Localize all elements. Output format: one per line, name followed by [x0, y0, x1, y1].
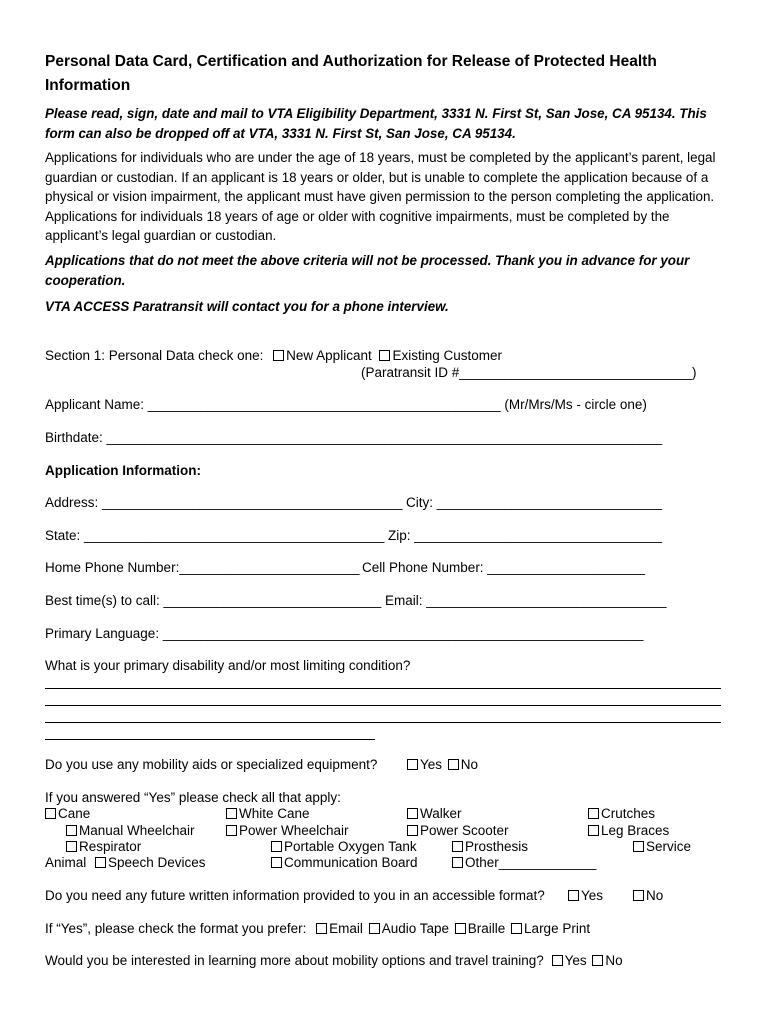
- accessible-yes-label: Yes: [581, 888, 604, 903]
- mobility-yes-label: Yes: [420, 757, 443, 772]
- primary-language-field[interactable]: Primary Language: ________________________________________________________________: [45, 626, 644, 641]
- address-field[interactable]: Address: ________________________________________: [45, 495, 403, 510]
- aid-cane: [45, 806, 90, 821]
- mobility-question: Do you use any mobility aids or specialized equipment?: [45, 757, 378, 772]
- disability-question: What is your primary disability and/or most limiting condition?: [45, 658, 411, 673]
- aid-prosthesis: [452, 839, 528, 854]
- page-title: Personal Data Card, Certification and Authorization for Release of Protected Health Information: [45, 53, 657, 94]
- service-label: Service: [646, 839, 692, 854]
- disability-answer-line-4[interactable]: [45, 739, 375, 740]
- phone-interview-note: VTA ACCESS Paratransit will contact you for a phone interview.: [45, 299, 449, 314]
- aid-portable-oxygen: [271, 839, 417, 854]
- paratransit-id-field[interactable]: (Paratransit ID #_______________________________): [361, 365, 697, 380]
- existing-customer-checkbox[interactable]: [379, 350, 390, 361]
- power-wheelchair-label: Power Wheelchair: [239, 823, 349, 838]
- travel-training-question: Would you be interested in learning more about mobility options and travel training?: [45, 953, 544, 968]
- format-email-label: Email: [329, 921, 363, 936]
- accessible-no: [633, 888, 663, 903]
- cane-label: Cane: [58, 806, 91, 821]
- format-large-print-label: Large Print: [524, 921, 591, 936]
- mobility-yes-no: [407, 757, 478, 772]
- leg-braces-checkbox[interactable]: [588, 825, 599, 836]
- travel-no-checkbox[interactable]: [592, 955, 603, 966]
- power-wheelchair-checkbox[interactable]: [226, 825, 237, 836]
- other-checkbox[interactable]: [452, 857, 463, 868]
- email-field[interactable]: Email: ________________________________: [385, 593, 667, 608]
- zip-field[interactable]: Zip: _________________________________: [388, 528, 663, 543]
- format-braille-checkbox[interactable]: [455, 923, 466, 934]
- manual-wheelchair-label: Manual Wheelchair: [79, 823, 195, 838]
- travel-yes-checkbox[interactable]: [552, 955, 563, 966]
- format-audio-tape-label: Audio Tape: [381, 921, 449, 936]
- accessible-format-question: Do you need any future written information provided to you in an accessible format?: [45, 888, 545, 903]
- animal-label: Animal: [45, 855, 87, 870]
- format-braille-label: Braille: [467, 921, 506, 936]
- speech-devices-checkbox[interactable]: [95, 857, 106, 868]
- if-yes-check-instruction: If you answered “Yes” please check all that apply:: [45, 790, 341, 805]
- speech-devices-label: Speech Devices: [108, 855, 206, 870]
- accessible-yes-checkbox[interactable]: [568, 890, 579, 901]
- travel-no-label: No: [605, 953, 623, 968]
- crutches-checkbox[interactable]: [588, 808, 599, 819]
- new-applicant-label: New Applicant: [286, 348, 372, 363]
- aid-leg-braces: [588, 823, 669, 838]
- disability-answer-line-1[interactable]: [45, 688, 721, 689]
- home-phone-field[interactable]: Home Phone Number:________________________: [45, 560, 360, 575]
- mailing-instructions: Please read, sign, date and mail to VTA Eligibility Department, 3331 N. First St, San Jose, CA 95134. This form can also be dropped off at VTA, 3331 N. First St, San Jose, CA 95134.: [45, 106, 707, 141]
- white-cane-checkbox[interactable]: [226, 808, 237, 819]
- existing-customer-label: Existing Customer: [392, 348, 503, 363]
- format-large-print-checkbox[interactable]: [511, 923, 522, 934]
- aid-power-scooter: [407, 823, 509, 838]
- city-field[interactable]: City: ______________________________: [406, 495, 662, 510]
- service-animal-checkbox[interactable]: [633, 841, 644, 852]
- aid-crutches: [588, 806, 655, 821]
- mobility-no-checkbox[interactable]: [448, 759, 459, 770]
- accessible-yes: [568, 888, 603, 903]
- format-audio-tape-checkbox[interactable]: [369, 923, 380, 934]
- cell-phone-field[interactable]: Cell Phone Number: _____________________: [362, 560, 645, 575]
- applicant-name-field[interactable]: Applicant Name: _______________________________________________ (Mr/Mrs/Ms - circle one): [45, 397, 647, 412]
- new-applicant-checkbox[interactable]: [273, 350, 284, 361]
- portable-oxygen-checkbox[interactable]: [271, 841, 282, 852]
- travel-yes-label: Yes: [564, 953, 587, 968]
- accessible-no-label: No: [646, 888, 664, 903]
- other-field[interactable]: Other_____________: [465, 855, 597, 870]
- prosthesis-checkbox[interactable]: [452, 841, 463, 852]
- prosthesis-label: Prosthesis: [465, 839, 529, 854]
- criteria-warning: Applications that do not meet the above criteria will not be processed. Thank you in advance for your cooperation.: [45, 253, 690, 288]
- travel-training-row: [45, 953, 623, 968]
- applicant-eligibility-paragraph: Applications for individuals who are under the age of 18 years, must be completed by the applicant’s parent, legal guardian or custodian. If an applicant is 18 years or older, but is unable to complete the application because of a physical or vision impairment, the applicant must have given permission to the person completing the application. Applications for individuals 18 years of age or older with cognitive impairments, must be completed by the applicant’s legal guardian or custodian.: [45, 150, 716, 244]
- format-prefer-label: If “Yes”, please check the format you prefer:: [45, 921, 307, 936]
- format-email-checkbox[interactable]: [316, 923, 327, 934]
- crutches-label: Crutches: [601, 806, 656, 821]
- respirator-checkbox[interactable]: [66, 841, 77, 852]
- mobility-yes-checkbox[interactable]: [407, 759, 418, 770]
- aid-speech-devices: [95, 855, 206, 870]
- walker-label: Walker: [420, 806, 462, 821]
- aid-power-wheelchair: [226, 823, 349, 838]
- accessible-no-checkbox[interactable]: [633, 890, 644, 901]
- disability-answer-line-2[interactable]: [45, 705, 721, 706]
- power-scooter-checkbox[interactable]: [407, 825, 418, 836]
- aid-white-cane: [226, 806, 310, 821]
- white-cane-label: White Cane: [239, 806, 310, 821]
- format-prefer-row: [45, 921, 590, 936]
- disability-answer-line-3[interactable]: [45, 722, 721, 723]
- mobility-no-label: No: [460, 757, 479, 772]
- respirator-label: Respirator: [79, 839, 142, 854]
- power-scooter-label: Power Scooter: [420, 823, 509, 838]
- leg-braces-label: Leg Braces: [601, 823, 670, 838]
- best-time-field[interactable]: Best time(s) to call: _____________________________: [45, 593, 382, 608]
- aid-communication-board: [271, 855, 418, 870]
- section1-row: [45, 348, 502, 363]
- communication-board-label: Communication Board: [284, 855, 418, 870]
- portable-oxygen-label: Portable Oxygen Tank: [284, 839, 417, 854]
- state-field[interactable]: State: ________________________________________: [45, 528, 385, 543]
- aid-respirator: [66, 839, 141, 854]
- section1-label: Section 1: Personal Data check one:: [45, 348, 264, 363]
- aid-other: [452, 855, 596, 870]
- aid-walker: [407, 806, 462, 821]
- birthdate-field[interactable]: Birthdate: __________________________________________________________________________: [45, 430, 663, 445]
- manual-wheelchair-checkbox[interactable]: [66, 825, 77, 836]
- walker-checkbox[interactable]: [407, 808, 418, 819]
- aid-manual-wheelchair: [66, 823, 195, 838]
- cane-checkbox[interactable]: [45, 808, 56, 819]
- aid-service: [633, 839, 691, 854]
- communication-board-checkbox[interactable]: [271, 857, 282, 868]
- application-info-heading: Application Information:: [45, 463, 201, 478]
